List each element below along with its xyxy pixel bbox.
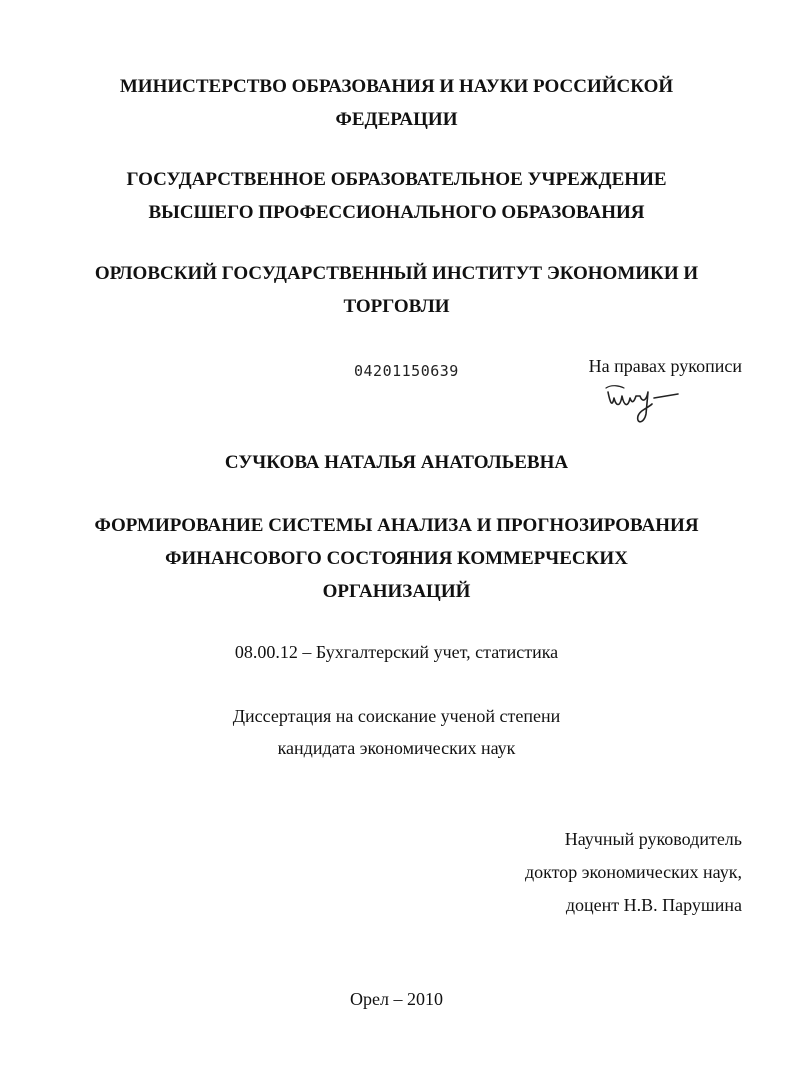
institution-type-heading [0, 163, 793, 229]
city-year: Орел – 2010 [350, 989, 443, 1009]
dissertation-title-line-2: ФИНАНСОВОГО СОСТОЯНИЯ КОММЕРЧЕСКИХ [165, 548, 628, 569]
supervisor-line-2: доктор экономических наук, [525, 862, 742, 882]
author-name: СУЧКОВА НАТАЛЬЯ АНАТОЛЬЕВНА [224, 452, 569, 473]
supervisor-line-3: доцент Н.В. Парушина [565, 895, 742, 915]
manuscript-rights: На правах рукописи [588, 356, 742, 376]
supervisor-block [440, 823, 742, 922]
specialty: 08.00.12 – Бухгалтерский учет, статистика [234, 642, 559, 662]
registration-number: 04201150639 [354, 362, 459, 380]
degree-statement-line-2: кандидата экономических наук [277, 738, 516, 758]
degree-statement [0, 700, 793, 764]
dissertation-title-line-1: ФОРМИРОВАНИЕ СИСТЕМЫ АНАЛИЗА И ПРОГНОЗИРОВАНИЯ [94, 515, 699, 536]
ministry-line-1: МИНИСТЕРСТВО ОБРАЗОВАНИЯ И НАУКИ РОССИЙСКОЙ [119, 76, 674, 97]
institution-type-line-1: ГОСУДАРСТВЕННОЕ ОБРАЗОВАТЕЛЬНОЕ УЧРЕЖДЕНИЕ [126, 169, 667, 190]
signature-icon [600, 378, 695, 426]
ministry-heading [0, 70, 793, 136]
institute-line-2: ТОРГОВЛИ [343, 296, 450, 317]
degree-statement-line-1: Диссертация на соискание ученой степени [232, 706, 561, 726]
institution-type-line-2: ВЫСШЕГО ПРОФЕССИОНАЛЬНОГО ОБРАЗОВАНИЯ [148, 202, 645, 223]
dissertation-title-line-3: ОРГАНИЗАЦИЙ [322, 581, 471, 602]
institute-line-1: ОРЛОВСКИЙ ГОСУДАРСТВЕННЫЙ ИНСТИТУТ ЭКОНОМИКИ И [94, 263, 699, 284]
dissertation-title [0, 509, 793, 608]
ministry-line-2: ФЕДЕРАЦИИ [335, 109, 458, 130]
supervisor-line-1: Научный руководитель [564, 829, 742, 849]
institute-heading [0, 257, 793, 323]
